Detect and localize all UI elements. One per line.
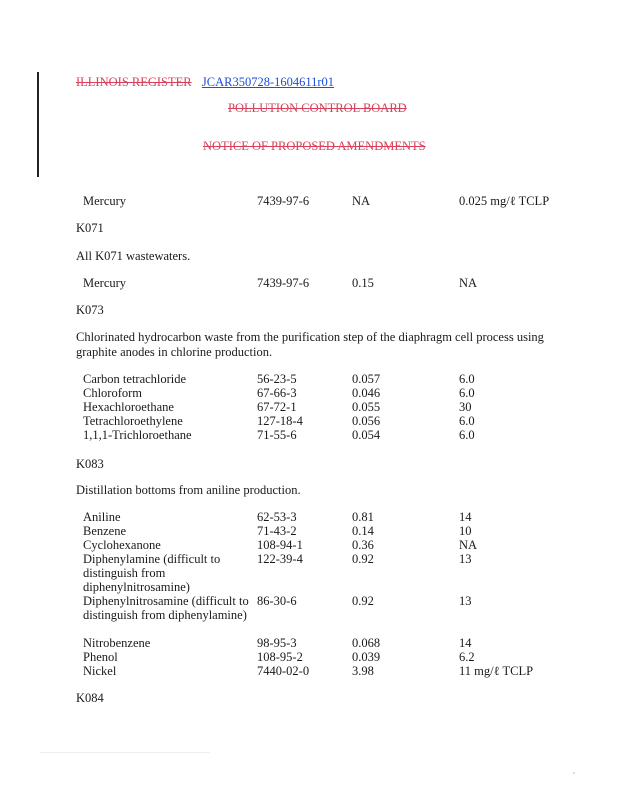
- cas-number: 67-66-3: [257, 386, 297, 400]
- nonwastewater-value: 30: [459, 400, 472, 414]
- constituent-name: Aniline: [83, 510, 121, 524]
- page-speck: [573, 772, 575, 774]
- cas-number: 7439-97-6: [257, 276, 310, 290]
- nonwastewater-value: 6.0: [459, 414, 475, 428]
- cas-number: 71-43-2: [257, 524, 297, 538]
- constituent-name: Tetrachloroethylene: [83, 414, 183, 428]
- nonwastewater-value: 6.0: [459, 372, 475, 386]
- table-row: [0, 372, 621, 387]
- table-row: [0, 650, 621, 665]
- waste-code-k071: K071: [76, 221, 104, 235]
- table-row: [0, 552, 621, 594]
- wastewater-value: 3.98: [352, 664, 374, 678]
- wastewater-value: 0.039: [352, 650, 381, 664]
- cas-number: 67-72-1: [257, 400, 297, 414]
- cas-number: 56-23-5: [257, 372, 297, 386]
- table-row: [0, 664, 621, 679]
- wastewater-value: 0.15: [352, 276, 374, 290]
- wastewater-value: 0.055: [352, 400, 381, 414]
- cas-number: 7439-97-6: [257, 194, 310, 208]
- constituent-name: Diphenylamine (difficult to distinguish from diphenylnitrosamine): [83, 552, 221, 594]
- constituent-name: Chloroform: [83, 386, 143, 400]
- constituent-name: Diphenylnitrosamine (difficult to distinguish from diphenylamine): [83, 594, 249, 622]
- cas-number: 127-18-4: [257, 414, 303, 428]
- constituent-name: Nitrobenzene: [83, 636, 151, 650]
- notice-title: NOTICE OF PROPOSED AMENDMENTS: [203, 139, 426, 153]
- cas-number: 98-95-3: [257, 636, 297, 650]
- nonwastewater-value: 14: [459, 636, 472, 650]
- wastewater-value: 0.068: [352, 636, 381, 650]
- waste-code-k073: K073: [76, 303, 104, 317]
- waste-code-k084: K084: [76, 691, 104, 705]
- table-row: [0, 400, 621, 415]
- cas-number: 122-39-4: [257, 552, 303, 566]
- wastewater-value: 0.92: [352, 552, 374, 566]
- register-deleted: ILLINOIS REGISTER: [76, 75, 192, 89]
- constituent-name: Mercury: [83, 276, 127, 290]
- table-row: [0, 538, 621, 553]
- waste-description-k071: All K071 wastewaters.: [76, 249, 191, 263]
- table-row: [0, 276, 621, 291]
- nonwastewater-value: 6.2: [459, 650, 475, 664]
- wastewater-value: 0.054: [352, 428, 381, 442]
- nonwastewater-value: 13: [459, 552, 472, 566]
- register-inserted: JCAR350728-1604611r01: [201, 75, 335, 89]
- constituent-name: Cyclohexanone: [83, 538, 161, 552]
- nonwastewater-value: 14: [459, 510, 472, 524]
- table-row: [0, 428, 621, 443]
- constituent-name: Carbon tetrachloride: [83, 372, 187, 386]
- register-header: [76, 75, 334, 90]
- constituent-name: Nickel: [83, 664, 117, 678]
- waste-description-k083: Distillation bottoms from aniline production.: [76, 483, 301, 497]
- constituent-name: Phenol: [83, 650, 118, 664]
- table-row: [0, 386, 621, 401]
- nonwastewater-value: 10: [459, 524, 472, 538]
- cas-number: 108-95-2: [257, 650, 303, 664]
- wastewater-value: 0.046: [352, 386, 381, 400]
- cas-number: 108-94-1: [257, 538, 303, 552]
- nonwastewater-value: 6.0: [459, 386, 475, 400]
- nonwastewater-value: 0.025 mg/ℓ TCLP: [459, 194, 550, 208]
- table-row: [0, 510, 621, 525]
- nonwastewater-value: 13: [459, 594, 472, 608]
- wastewater-value: 0.92: [352, 594, 374, 608]
- nonwastewater-value: 6.0: [459, 428, 475, 442]
- constituent-name: Mercury: [83, 194, 127, 208]
- cas-number: 62-53-3: [257, 510, 297, 524]
- waste-code-k083: K083: [76, 457, 104, 471]
- cas-number: 71-55-6: [257, 428, 297, 442]
- wastewater-value: 0.14: [352, 524, 374, 538]
- nonwastewater-value: 11 mg/ℓ TCLP: [459, 664, 534, 678]
- constituent-name: Hexachloroethane: [83, 400, 174, 414]
- cas-number: 86-30-6: [257, 594, 297, 608]
- nonwastewater-value: NA: [459, 538, 478, 552]
- cas-number: 7440-02-0: [257, 664, 310, 678]
- table-row: [0, 636, 621, 651]
- revision-bar: [37, 72, 39, 177]
- table-row: [0, 414, 621, 429]
- table-row: [0, 524, 621, 539]
- wastewater-value: 0.057: [352, 372, 381, 386]
- constituent-name: Benzene: [83, 524, 127, 538]
- wastewater-value: 0.36: [352, 538, 374, 552]
- wastewater-value: 0.81: [352, 510, 374, 524]
- board-title: POLLUTION CONTROL BOARD: [228, 101, 407, 115]
- table-row: [0, 194, 621, 209]
- nonwastewater-value: NA: [459, 276, 478, 290]
- constituent-name: 1,1,1-Trichloroethane: [83, 428, 192, 442]
- table-row: [0, 594, 621, 636]
- wastewater-value: 0.056: [352, 414, 381, 428]
- footer-divider: [40, 752, 210, 753]
- wastewater-value: NA: [352, 194, 371, 208]
- waste-description-k073: Chlorinated hydrocarbon waste from the purification step of the diaphragm cell process using graphite anodes in chlorine production.: [76, 330, 544, 359]
